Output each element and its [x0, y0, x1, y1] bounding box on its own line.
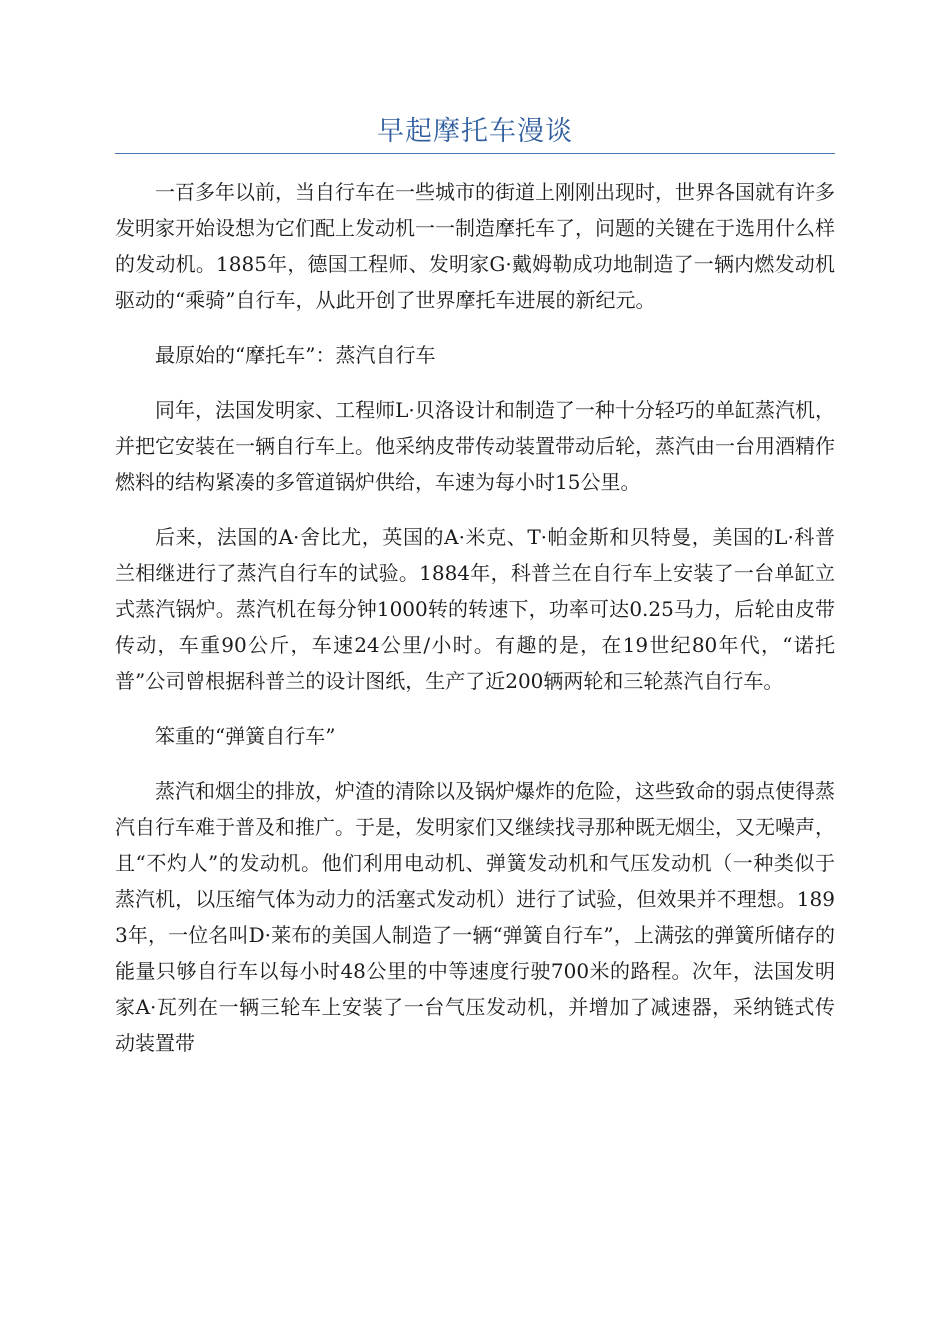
paragraph-copeland-trials: 后来，法国的A·舍比尤，英国的A·米克、T·帕金斯和贝特曼，美国的L·科普兰相继进行了蒸汽自行车的试验。1884年，科普兰在自行车上安装了一台单缸立式蒸汽锅炉。蒸汽机在每分钟1000转的转速下，功率可达0.25马力，后轮由皮带传动，车重90公斤，车速24公里/小时。有趣的是，在19世纪80年代，“诺托普”公司曾根据科普兰的设计图纸，生产了近200辆两轮和三轮蒸汽自行车。 — [115, 525, 835, 693]
section-heading-steam-bicycle: 最原始的“摩托车”：蒸汽自行车 — [155, 343, 436, 367]
document-body — [115, 174, 835, 1080]
paragraph-spring-bicycle: 蒸汽和烟尘的排放，炉渣的清除以及锅炉爆炸的危险，这些致命的弱点使得蒸汽自行车难于普及和推广。于是，发明家们又继续找寻那种既无烟尘，又无噪声，且“不灼人”的发动机。他们利用电动机、弹簧发动机和气压发动机（一种类似于蒸汽机，以压缩气体为动力的活塞式发动机）进行了试验，但效果并不理想。1893年，一位名叫D·莱布的美国人制造了一辆“弹簧自行车”，上满弦的弹簧所储存的能量只够自行车以每小时48公里的中等速度行驶700米的路程。次年，法国发明家A·瓦列在一辆三轮车上安装了一台气压发动机，并增加了减速器，采纳链式传动装置带 — [115, 779, 835, 1055]
title-underline — [115, 153, 835, 154]
document-title: 早起摩托车漫谈 — [377, 116, 573, 147]
section-heading-spring-bicycle: 笨重的“弹簧自行车” — [155, 724, 336, 748]
paragraph-bello-steam-engine: 同年，法国发明家、工程师L·贝洛设计和制造了一种十分轻巧的单缸蒸汽机，并把它安装在一辆自行车上。他采纳皮带传动装置带动后轮，蒸汽由一台用酒精作燃料的结构紧凑的多管道锅炉供给，车速为每小时15公里。 — [115, 398, 835, 494]
paragraph-intro: 一百多年以前，当自行车在一些城市的街道上刚刚出现时，世界各国就有许多发明家开始设想为它们配上发动机一一制造摩托车了，问题的关键在于选用什么样的发动机。1885年，德国工程师、发明家G·戴姆勒成功地制造了一辆内燃发动机驱动的“乘骑”自行车，从此开创了世界摩托车进展的新纪元。 — [115, 180, 835, 312]
